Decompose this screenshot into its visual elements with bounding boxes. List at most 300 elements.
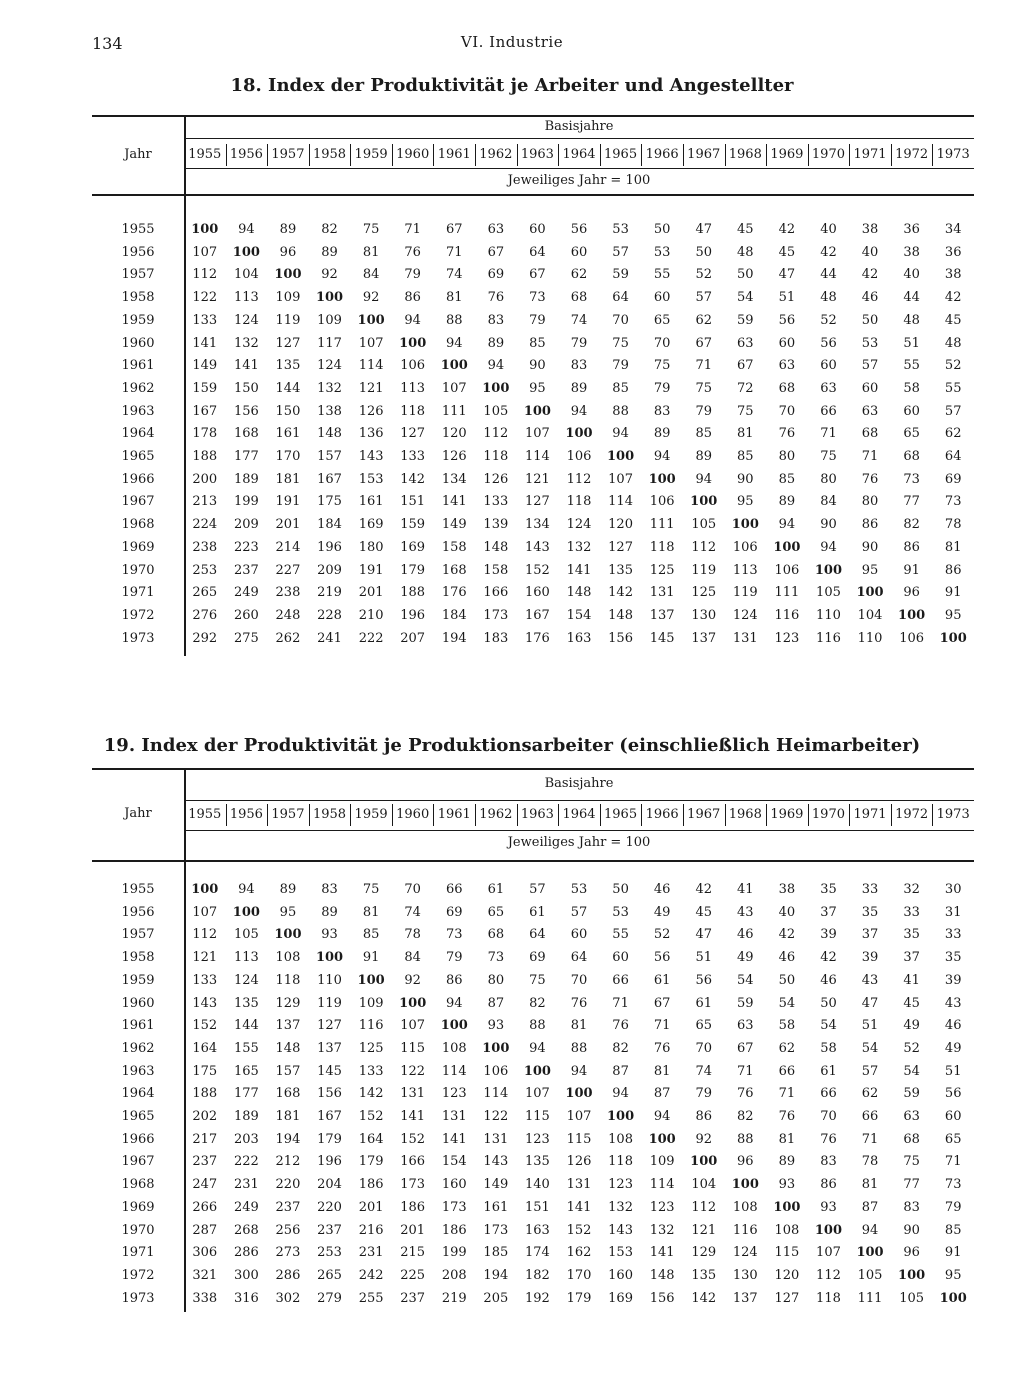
table-cell: 121: [691, 1222, 717, 1238]
table-cell: 237: [317, 1222, 342, 1238]
base-year-header: 1956: [229, 807, 263, 822]
table-cell: 107: [566, 1109, 592, 1124]
table-cell: 82: [612, 1040, 629, 1056]
table-cell: 149: [441, 517, 467, 533]
table-cell: 188: [192, 1086, 218, 1102]
base-year-header: 1961: [437, 147, 471, 162]
table-cell: 78: [944, 517, 962, 533]
table-cell: 75: [820, 449, 837, 464]
table-cell: 74: [570, 312, 588, 328]
table-cell: 83: [653, 403, 671, 419]
table-cell: 165: [233, 1063, 259, 1079]
table-cell: 90: [861, 539, 879, 555]
table-cell: 64: [612, 290, 629, 306]
table-cell: 64: [529, 927, 546, 943]
table-cell: 100: [232, 904, 260, 920]
table-cell: 47: [695, 927, 712, 943]
table-cell: 194: [441, 630, 467, 646]
table-cell: 68: [903, 1131, 920, 1147]
table-cell: 179: [358, 1154, 384, 1170]
table-cell: 132: [233, 335, 259, 351]
table-cell: 54: [820, 1018, 837, 1034]
table-cell: 173: [483, 607, 509, 623]
table-cell: 63: [861, 403, 879, 419]
table-cell: 32: [903, 882, 920, 897]
table-cell: 63: [737, 335, 754, 351]
table-cell: 192: [525, 1290, 550, 1306]
table-cell: 116: [732, 1222, 758, 1238]
table-cell: 79: [695, 403, 712, 419]
table-cell: 100: [191, 222, 219, 237]
table-cell: 123: [608, 1177, 633, 1193]
table-cell: 51: [903, 335, 920, 351]
row-year-label: 1961: [121, 1018, 155, 1034]
table-cell: 100: [482, 1040, 510, 1056]
table-cell: 57: [861, 358, 879, 374]
column-tick: [433, 144, 434, 166]
table-cell: 152: [358, 1109, 384, 1124]
table-cell: 40: [903, 267, 920, 283]
table-cell: 46: [861, 290, 879, 306]
table-cell: 43: [737, 904, 754, 920]
table-cell: 63: [737, 1018, 754, 1034]
table-cell: 115: [566, 1131, 592, 1147]
table-cell: 66: [820, 403, 837, 419]
table-cell: 241: [317, 630, 342, 646]
table-cell: 141: [441, 494, 467, 510]
header-bottom-rule: [92, 194, 974, 196]
table-cell: 100: [856, 585, 884, 601]
table-cell: 219: [317, 585, 342, 601]
table-cell: 127: [400, 426, 426, 442]
table-cell: 142: [691, 1290, 717, 1306]
table-cell: 51: [861, 1018, 879, 1034]
table-cell: 86: [695, 1109, 712, 1124]
table-cell: 131: [566, 1177, 592, 1193]
table-cell: 109: [317, 312, 342, 328]
column-tick: [725, 804, 726, 826]
table-cell: 108: [441, 1040, 467, 1056]
table-cell: 162: [566, 1245, 592, 1261]
table-cell: 129: [691, 1245, 717, 1261]
table-cell: 105: [691, 517, 717, 533]
base-year-header: 1966: [645, 147, 679, 162]
column-tick: [350, 144, 351, 166]
table-cell: 45: [695, 904, 712, 920]
table-cell: 62: [861, 1086, 879, 1102]
table-cell: 51: [778, 290, 796, 306]
row-year-label: 1968: [121, 1177, 155, 1193]
table-cell: 100: [523, 403, 551, 419]
table-cell: 114: [358, 358, 384, 374]
table-cell: 276: [192, 607, 218, 623]
table-cell: 84: [362, 267, 380, 283]
table-cell: 184: [317, 517, 342, 533]
column-tick: [725, 144, 726, 166]
table-cell: 112: [566, 471, 592, 487]
table-cell: 67: [737, 1040, 754, 1056]
table-cell: 71: [404, 222, 421, 237]
table-cell: 90: [820, 517, 837, 533]
table-cell: 69: [944, 471, 962, 487]
base-year-header: 1972: [895, 807, 929, 822]
table-cell: 148: [317, 426, 342, 442]
table-cell: 65: [653, 312, 671, 328]
table-cell: 91: [944, 1245, 962, 1261]
table-cell: 81: [737, 426, 754, 442]
table-cell: 203: [233, 1131, 259, 1147]
table-cell: 207: [400, 630, 426, 646]
table-cell: 87: [861, 1199, 879, 1215]
table-cell: 141: [233, 358, 259, 374]
table-cell: 107: [441, 380, 467, 396]
table-cell: 68: [778, 380, 796, 396]
table-cell: 222: [358, 630, 384, 646]
row-year-label: 1962: [121, 1040, 155, 1056]
table-cell: 155: [233, 1040, 259, 1056]
table-cell: 131: [649, 585, 675, 601]
table-cell: 90: [903, 1222, 920, 1238]
table-cell: 67: [487, 244, 505, 260]
table-cell: 89: [321, 904, 338, 920]
table-cell: 100: [939, 1290, 967, 1306]
table-cell: 185: [483, 1245, 509, 1261]
table-cell: 58: [820, 1040, 837, 1056]
table-cell: 81: [778, 1131, 796, 1147]
table-cell: 85: [362, 927, 380, 943]
base-year-header: 1966: [645, 807, 679, 822]
table-cell: 170: [275, 449, 301, 464]
table-cell: 100: [523, 1063, 551, 1079]
table-cell: 94: [238, 222, 255, 237]
table-cell: 160: [608, 1267, 633, 1283]
base-year-header: 1963: [520, 147, 554, 162]
table-cell: 38: [944, 267, 962, 283]
table-cell: 135: [525, 1154, 550, 1170]
table-cell: 87: [487, 995, 505, 1011]
row-year-label: 1964: [121, 1086, 155, 1102]
table-cell: 118: [483, 449, 509, 464]
table-cell: 58: [778, 1018, 796, 1034]
table-cell: 166: [400, 1154, 426, 1170]
table-cell: 100: [565, 1086, 593, 1102]
table-cell: 168: [275, 1086, 301, 1102]
table-cell: 91: [362, 950, 380, 966]
table-cell: 71: [861, 449, 879, 464]
table-cell: 126: [483, 471, 509, 487]
table-cell: 255: [358, 1290, 384, 1306]
table-cell: 121: [358, 380, 384, 396]
header-bottom-rule: [92, 860, 974, 862]
table-cell: 115: [525, 1109, 550, 1124]
table-cell: 60: [820, 358, 837, 374]
table-cell: 116: [774, 607, 800, 623]
base-year-header: 1958: [312, 807, 347, 822]
table-cell: 123: [649, 1199, 675, 1215]
table-cell: 150: [275, 403, 301, 419]
table-cell: 62: [944, 426, 962, 442]
row-year-label: 1956: [121, 244, 155, 260]
table-cell: 227: [275, 562, 301, 578]
column-tick: [267, 144, 268, 166]
table-cell: 154: [441, 1154, 467, 1170]
table-cell: 70: [695, 1040, 712, 1056]
table-cell: 104: [857, 607, 883, 623]
table-cell: 100: [814, 562, 843, 578]
table-cell: 85: [778, 471, 796, 487]
base-year-header: 1956: [229, 147, 263, 162]
table-cell: 112: [192, 927, 218, 943]
table-cell: 59: [737, 312, 754, 328]
column-tick: [766, 804, 767, 826]
table-cell: 42: [778, 222, 796, 237]
table-cell: 42: [861, 267, 879, 283]
table-cell: 124: [732, 1245, 758, 1261]
table-cell: 94: [695, 471, 712, 487]
table-cell: 186: [441, 1222, 467, 1238]
table-cell: 100: [939, 630, 967, 646]
table-cell: 55: [612, 927, 629, 943]
table-cell: 73: [445, 927, 463, 943]
table-cell: 62: [778, 1040, 796, 1056]
table-cell: 122: [483, 1109, 509, 1124]
table-cell: 94: [529, 1040, 546, 1056]
table-cell: 94: [445, 995, 463, 1011]
table-cell: 39: [944, 972, 962, 988]
table-cell: 30: [944, 882, 962, 897]
table-cell: 93: [778, 1177, 796, 1193]
table-cell: 59: [737, 995, 754, 1011]
table-cell: 100: [357, 972, 385, 988]
column-tick: [350, 804, 351, 826]
table-cell: 106: [649, 494, 675, 510]
table-cell: 80: [861, 494, 879, 510]
table-cell: 129: [275, 995, 301, 1011]
table-cell: 126: [441, 449, 467, 464]
table-cell: 42: [944, 290, 962, 306]
table-cell: 122: [400, 1063, 426, 1079]
table-cell: 119: [732, 585, 758, 601]
table-cell: 67: [529, 267, 546, 283]
table-cell: 100: [399, 335, 427, 351]
table-cell: 121: [525, 471, 550, 487]
row-year-label: 1966: [121, 1131, 155, 1147]
base-year-header: 1960: [396, 807, 430, 822]
table-cell: 108: [774, 1222, 800, 1238]
base-year-header: 1963: [520, 807, 554, 822]
table-cell: 123: [525, 1131, 550, 1147]
table-cell: 196: [400, 607, 426, 623]
table-cell: 70: [570, 972, 588, 988]
table-cell: 71: [861, 1131, 879, 1147]
row-year-label: 1973: [121, 630, 155, 646]
table-cell: 126: [566, 1154, 592, 1170]
table-cell: 64: [570, 950, 588, 966]
row-year-label: 1971: [121, 1245, 155, 1261]
table-cell: 292: [192, 630, 218, 646]
table-cell: 105: [483, 403, 509, 419]
table-cell: 53: [612, 222, 629, 237]
table-cell: 73: [903, 471, 920, 487]
table-cell: 50: [612, 882, 629, 897]
table-cell: 43: [944, 995, 962, 1011]
base-year-header: 1965: [604, 807, 638, 822]
table-cell: 141: [566, 562, 592, 578]
table-cell: 149: [192, 358, 218, 374]
table-cell: 95: [944, 607, 962, 623]
table-cell: 124: [233, 972, 259, 988]
table-cell: 126: [358, 403, 384, 419]
table-cell: 90: [529, 358, 546, 374]
table-cell: 54: [903, 1063, 920, 1079]
table-cell: 122: [192, 290, 218, 306]
table-cell: 110: [317, 972, 342, 988]
table-cell: 161: [358, 494, 384, 510]
table-cell: 50: [695, 244, 712, 260]
table-cell: 60: [529, 222, 546, 237]
table-cell: 201: [400, 1222, 426, 1238]
table-cell: 46: [944, 1018, 962, 1034]
table-cell: 121: [192, 950, 218, 966]
table-cell: 108: [608, 1131, 633, 1147]
table-cell: 173: [441, 1199, 467, 1215]
table-cell: 188: [400, 585, 426, 601]
table-cell: 212: [275, 1154, 301, 1170]
table-cell: 199: [233, 494, 259, 510]
table-cell: 93: [487, 1018, 505, 1034]
table-cell: 100: [898, 607, 926, 623]
table-cell: 141: [649, 1245, 675, 1261]
table-cell: 114: [525, 449, 550, 464]
base-year-header: 1962: [479, 147, 513, 162]
table-cell: 130: [691, 607, 717, 623]
table-cell: 39: [861, 950, 879, 966]
table-cell: 77: [903, 1177, 920, 1193]
table-cell: 169: [358, 517, 384, 533]
table-cell: 70: [653, 335, 671, 351]
table-cell: 84: [404, 950, 421, 966]
table-cell: 113: [732, 562, 758, 578]
table-cell: 167: [525, 607, 550, 623]
table-cell: 100: [315, 290, 344, 306]
table-cell: 256: [275, 1222, 301, 1238]
table-cell: 69: [445, 904, 463, 920]
table-cell: 133: [358, 1063, 384, 1079]
table-cell: 42: [820, 244, 837, 260]
table-cell: 51: [944, 1063, 962, 1079]
table-cell: 60: [653, 290, 671, 306]
table-cell: 142: [400, 471, 426, 487]
table-cell: 222: [233, 1154, 259, 1170]
table-cell: 56: [944, 1086, 962, 1102]
table-cell: 40: [861, 244, 879, 260]
table-cell: 111: [441, 403, 467, 419]
table-cell: 60: [570, 244, 588, 260]
table-cell: 167: [317, 471, 342, 487]
table-cell: 65: [903, 426, 920, 442]
table-cell: 100: [482, 380, 510, 396]
table-cell: 70: [612, 312, 629, 328]
table-cell: 112: [691, 539, 717, 555]
table-cell: 194: [483, 1267, 509, 1283]
table-cell: 201: [358, 585, 384, 601]
table-cell: 40: [778, 904, 796, 920]
table-cell: 152: [400, 1131, 426, 1147]
table-cell: 125: [691, 585, 717, 601]
table-cell: 168: [233, 426, 259, 442]
table-cell: 81: [445, 290, 463, 306]
table-cell: 89: [487, 335, 505, 351]
table-cell: 248: [275, 607, 301, 623]
table-cell: 75: [903, 1154, 920, 1170]
table-cell: 262: [275, 630, 301, 646]
table-19-title: 19. Index der Produktivität je Produktionsarbeiter (einschließlich Heimarbeiter): [103, 735, 921, 756]
table-cell: 104: [233, 267, 259, 283]
table-cell: 153: [608, 1245, 633, 1261]
table-cell: 65: [695, 1018, 712, 1034]
column-tick: [641, 804, 642, 826]
table-cell: 160: [441, 1177, 467, 1193]
table-cell: 112: [691, 1199, 717, 1215]
table-cell: 159: [400, 517, 426, 533]
table-cell: 107: [525, 1086, 550, 1102]
base-year-header: 1972: [895, 147, 929, 162]
row-year-label: 1957: [121, 927, 155, 943]
table-cell: 31: [944, 904, 962, 920]
table-cell: 114: [608, 494, 633, 510]
table-cell: 89: [778, 494, 796, 510]
table-cell: 46: [653, 882, 671, 897]
base-year-header: 1964: [562, 807, 596, 822]
table-cell: 100: [232, 244, 260, 260]
table-cell: 89: [279, 222, 297, 237]
table-cell: 66: [820, 1086, 837, 1102]
table-cell: 57: [612, 244, 629, 260]
table-cell: 81: [362, 904, 380, 920]
table-cell: 73: [529, 290, 546, 306]
table-cell: 67: [737, 358, 754, 374]
table-cell: 273: [275, 1245, 301, 1261]
table-cell: 142: [608, 585, 633, 601]
table-cell: 156: [233, 403, 259, 419]
table-cell: 100: [274, 927, 302, 943]
table-cell: 140: [525, 1177, 550, 1193]
table-cell: 170: [566, 1267, 592, 1283]
table-cell: 63: [903, 1109, 920, 1124]
table-cell: 95: [944, 1267, 962, 1283]
table-cell: 60: [861, 380, 879, 396]
table-cell: 164: [192, 1040, 218, 1056]
column-tick: [683, 804, 684, 826]
table-cell: 68: [903, 449, 920, 464]
table-cell: 68: [570, 290, 588, 306]
table-cell: 60: [903, 403, 920, 419]
table-cell: 37: [820, 904, 837, 920]
table-cell: 137: [317, 1040, 342, 1056]
table-cell: 119: [691, 562, 717, 578]
table-cell: 107: [192, 904, 218, 920]
table-cell: 48: [903, 312, 920, 328]
table-cell: 86: [861, 517, 879, 533]
table-cell: 94: [653, 449, 671, 464]
table-cell: 118: [649, 539, 675, 555]
table-cell: 88: [570, 1040, 588, 1056]
table-cell: 89: [695, 449, 712, 464]
table-cell: 179: [400, 562, 426, 578]
table-cell: 136: [358, 426, 384, 442]
table-cell: 79: [570, 335, 588, 351]
table-cell: 167: [192, 403, 218, 419]
